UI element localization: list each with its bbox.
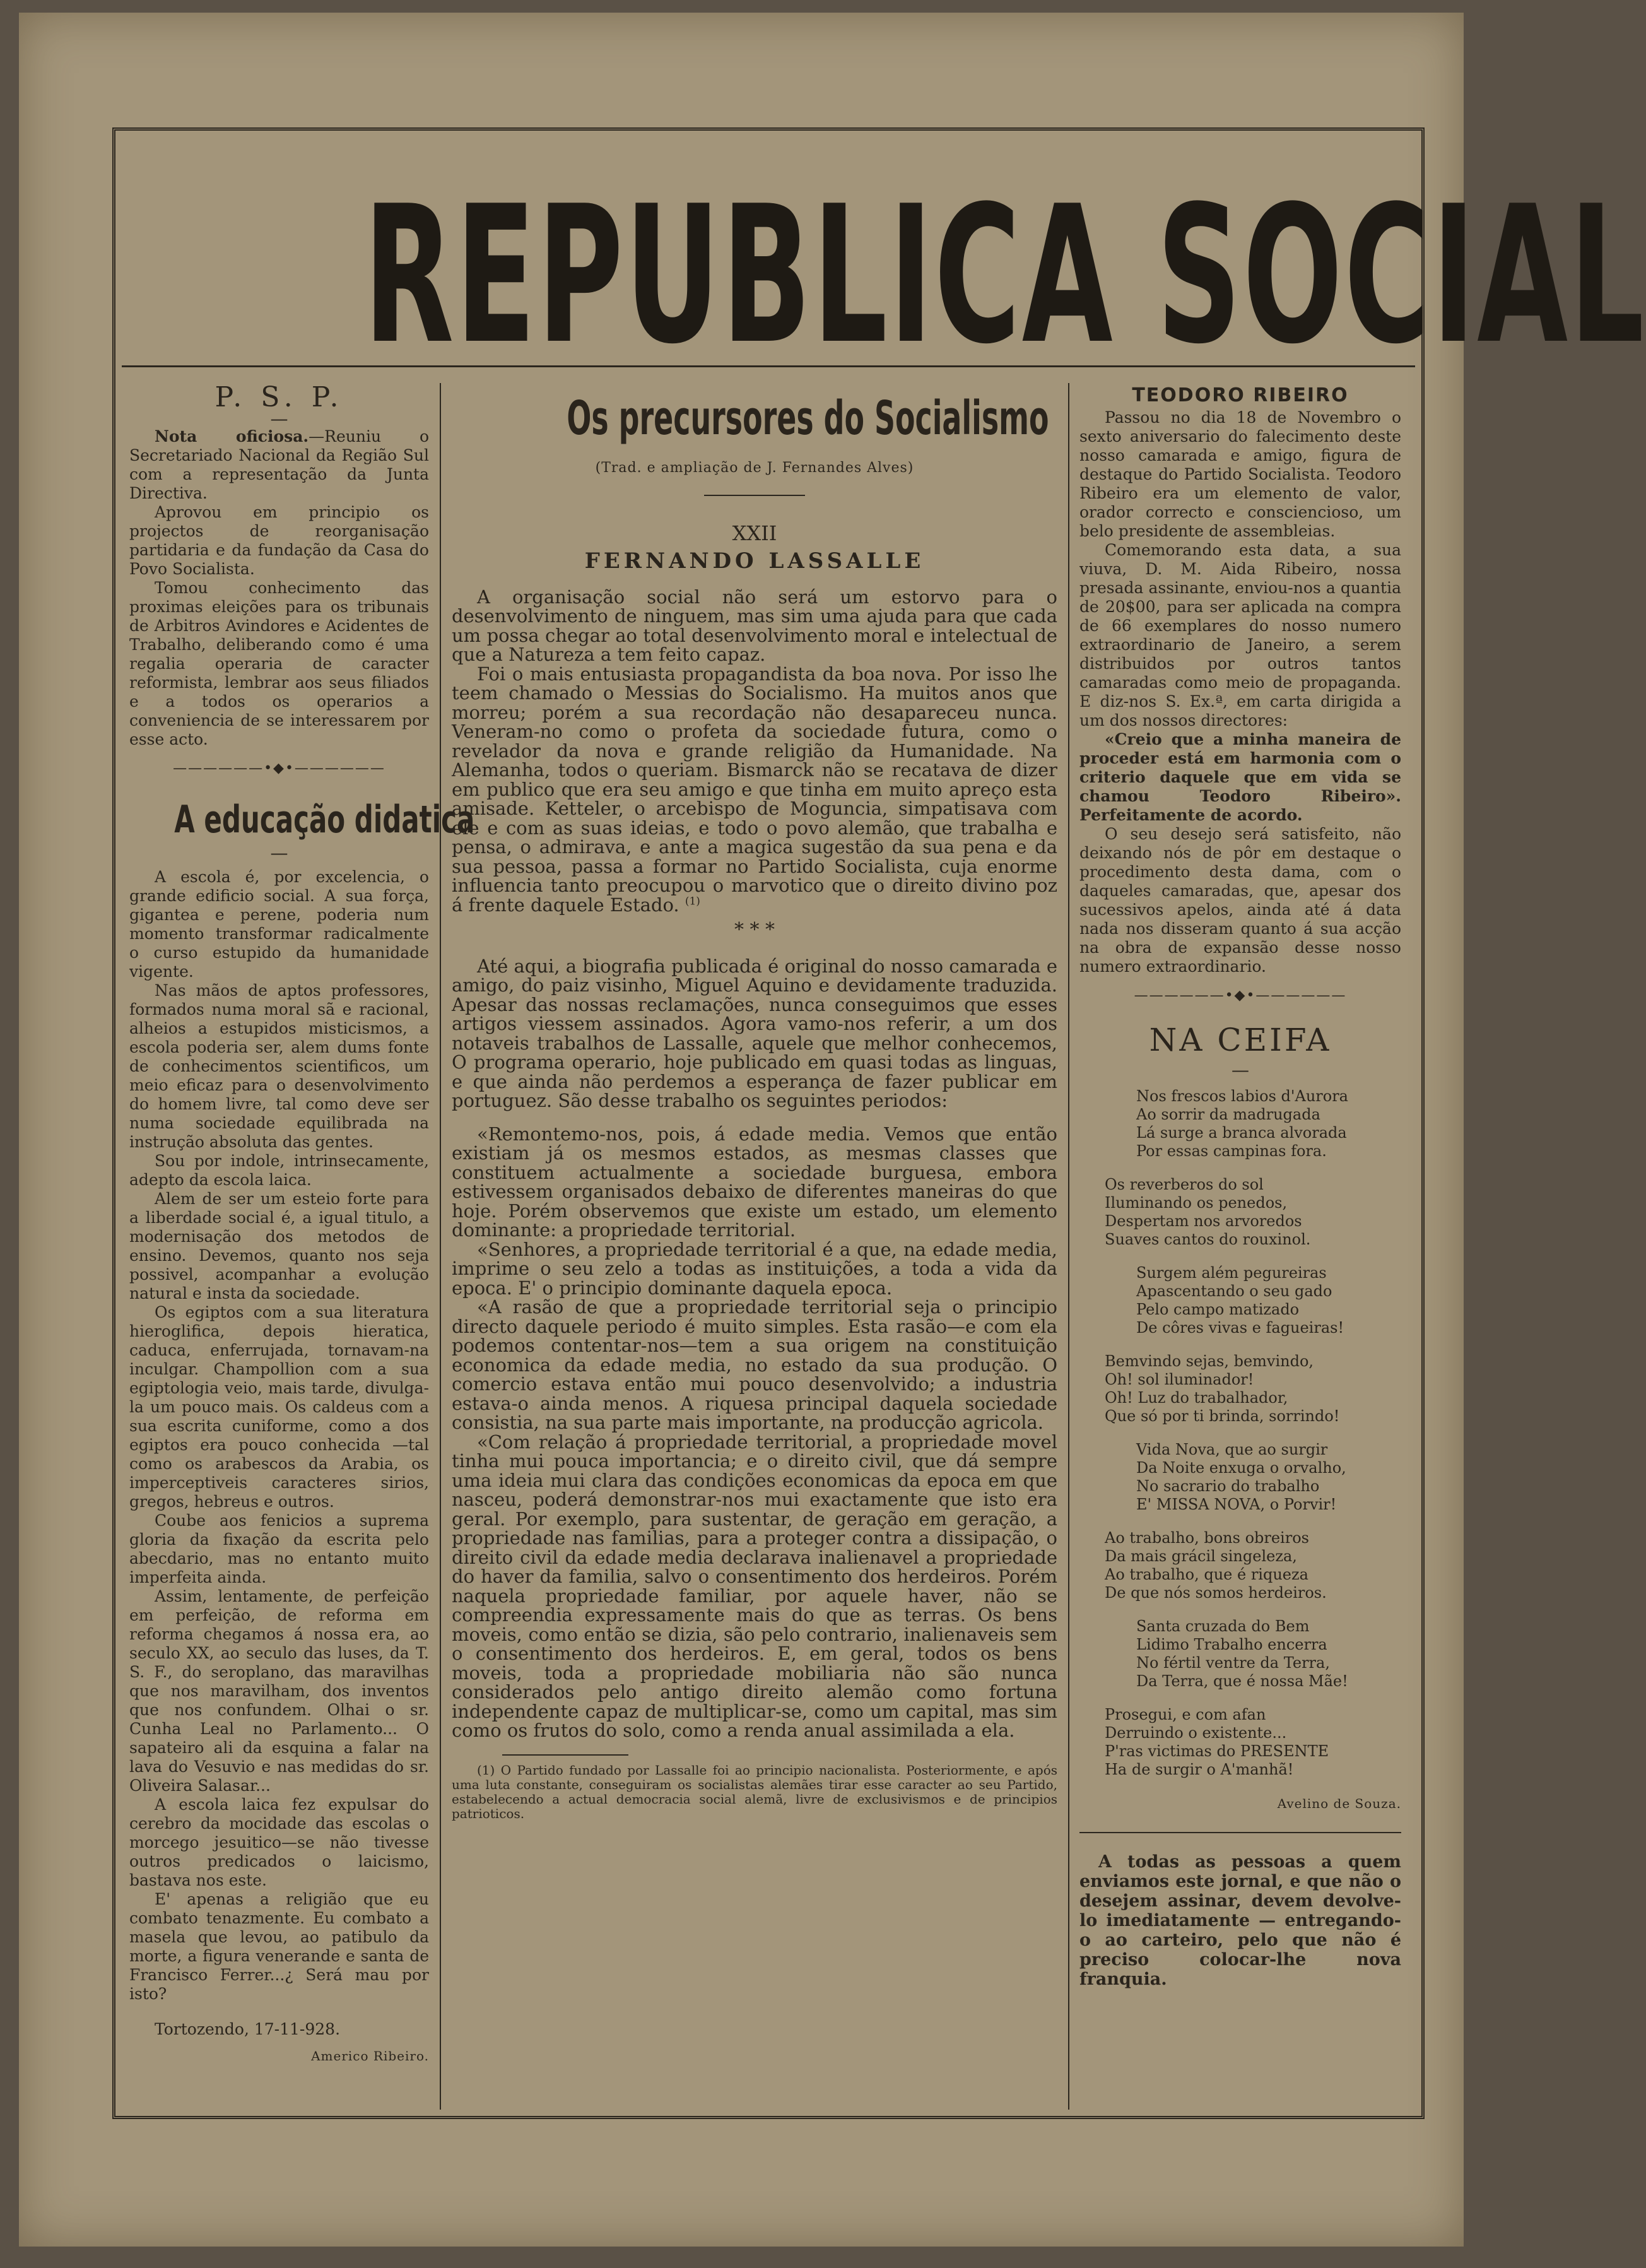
teodoro-quote: «Creio que a minha maneira de proceder está em harmonia com o criterio daquele que em vida se chamou Teodoro Ribeiro». Perfeitamente de acordo. (1079, 730, 1401, 824)
poem-stanza (1105, 1176, 1401, 1249)
page-frame (112, 127, 1646, 2119)
poem-line: Bemvindo sejas, bemvindo, (1105, 1352, 1314, 1370)
education-paragraph: A escola laica fez expulsar do cerebro da mocidade das escolas o morcego jesuitico—se não tivesse outros predicados o laicismo, bastava nos este. (129, 1795, 429, 1889)
poet-signature: Avelino de Souza. (1277, 1796, 1401, 1811)
party-heading: P. S. P. (215, 381, 344, 413)
poem-line: Oh! Luz do trabalhador, (1105, 1389, 1288, 1407)
poem-line: Da mais grácil singeleza, (1105, 1547, 1297, 1565)
newspaper-sheet (19, 13, 1646, 2247)
education-article-body (129, 868, 429, 2004)
section-stars: * * * (734, 919, 775, 941)
article-paragraph: A organisação social não será um estorvo para o desenvolvimento de ninguem, mas sim uma ajuda para que cada um possa chegar ao total desenvolvimento moral e intelectual de que a Natureza a tem feito capaz. (452, 586, 1057, 665)
article-quote-paragraph: «A rasão de que a propriedade territorial seja o principio directo daquele periodo é muito simples. Esta rasão—e com ela podemos contentar-nos—tem a sua origem na constituição economica da edade media, no estado da sua produção. O comercio estava então mui pouco desenvolvido; a industria estava-o ainda menos. A riquesa principal daquela sociedade consistia, na sua parte mais importante, na producção agricola. (452, 1296, 1057, 1433)
education-place-date: Tortozendo, 17-11-928. (155, 2020, 341, 2038)
poem-line: Lidimo Trabalho encerra (1136, 1636, 1327, 1653)
poem-line: No fértil ventre da Terra, (1136, 1654, 1330, 1672)
poem-line: No sacrario do trabalho (1136, 1477, 1320, 1495)
education-signature: Americo Ribeiro. (311, 2048, 429, 2064)
poem-line: Os reverberos do sol (1105, 1176, 1264, 1193)
translation-credit: (Trad. e ampliação de J. Fernandes Alves) (595, 460, 914, 476)
article-quote-paragraph: «Remontemo-nos, pois, á edade media. Vemos que então existiam já os mesmos estados, as mesmas classes que constituem actualmente a sociedade burguesa, embora estivessem organisados debaixo de diferentes maneiras do que hoje. Porém observemos que existe um estado, um elemento dominante: a propriedade territorial. (452, 1123, 1057, 1241)
poem-stanza (1136, 1087, 1401, 1161)
poem-stanza (1105, 1706, 1401, 1779)
official-note-paragraph (129, 427, 429, 503)
chapter-subject: FERNANDO LASSALLE (584, 548, 925, 574)
subscription-notice: A todas as pessoas a quem enviamos este jornal, e que não o desejem assinar, devem devolve-lo imediatamente — entregando-o ao carteiro, pelo que não é preciso colocar-lhe nova franquia. (1079, 1852, 1401, 1989)
poem-line: Da Terra, que é nossa Mãe! (1136, 1672, 1348, 1690)
poem-line: Vida Nova, que ao surgir (1136, 1441, 1328, 1458)
poem-line: Santa cruzada do Bem (1136, 1617, 1310, 1635)
poem-line: E' MISSA NOVA, o Porvir! (1136, 1496, 1337, 1513)
education-paragraph: Nas mãos de aptos professores, formados numa moral sã e racional, alheios a estupidos misticismos, a escola poderia ser, alem dums fonte de conhecimentos scientificos, um meio eficaz para o desenvolvimento do homem livre, tal como deve ser numa sociedade equilibrada na instrução absoluta das gentes. (129, 981, 429, 1151)
left-column (129, 381, 475, 2110)
poem-stanza (1136, 1264, 1401, 1337)
education-paragraph: Coube aos fenicios a suprema gloria da fixação da escrita pelo abecdario, mas no entanto muito imperfeita ainda. (129, 1511, 429, 1586)
official-note-text: —Reuniu o Secretariado Nacional da Região Sul com a representação da Junta Directiva. (129, 427, 429, 502)
dash-divider: — (1232, 1060, 1249, 1080)
poem-line: Pelo campo matizado (1136, 1301, 1300, 1318)
education-article-title: A educação didatica (174, 798, 475, 842)
official-note-paragraph-2: Aprovou em principio os projectos de reorganisação partidaria e da fundação da Casa do Povo Socialista. (129, 503, 429, 578)
ornament-divider: ——————•◆•—————— (1134, 988, 1347, 1003)
poem-line: Ao trabalho, que é riqueza (1105, 1566, 1308, 1583)
footnote-marker: (1) (685, 894, 700, 907)
masthead-rule (122, 365, 1415, 367)
poem-line: Oh! sol iluminador! (1105, 1371, 1254, 1388)
poem-line: Iluminando os penedos, (1105, 1194, 1288, 1212)
poem-line: Ha de surgir o A'manhã! (1105, 1761, 1294, 1778)
poem-stanza (1136, 1441, 1401, 1514)
poem-line: Prosegui, e com afan (1105, 1706, 1266, 1723)
teodoro-paragraph: Passou no dia 18 de Novembro o sexto aniversario do falecimento deste nosso camarada e amigo, figura de destaque do Partido Socialista. Teodoro Ribeiro era um elemento de valor, orador correcto e consciencioso, um belo presidente de assembleias. (1079, 408, 1401, 540)
article-paragraph (452, 664, 1057, 915)
poem-stanza (1105, 1529, 1401, 1602)
dash-divider: — (270, 842, 288, 863)
article-paragraph-text: Foi o mais entusiasta propagandista da boa nova. Por isso lhe teem chamado o Messias do Socialismo. Ha muitos anos que morreu; porém a sua recordação não desapareceu nunca. Veneram-no como o profeta da sociedade futura, como o revelador da nova e grande religião da Humanidade. Na Alemanha, todos o queriam. Bismarck não se recatava de dizer em publico que era seu amigo e que tinha em muito apreço esta amisade. Ketteler, o arcebispo de Moguncia, simpatisava com ele e com as suas ideias, e todo o povo alemão, que trabalha e pensa, o admirava, e ante a magica sugestão da sua pena e da sua pessoa, passa a formar no Partido Socialista, cuja enorme influencia tanto preocupou o marvotico que o direito divino poz á frente daquele Estado. (452, 663, 1057, 916)
section-rule (1079, 1832, 1401, 1833)
article-quote-paragraph: «Senhores, a propriedade territorial é a que, na edade media, imprime o seu zelo a todas as instituições, a toda a vida da epoca. E' o principio dominante daquela epoca. (452, 1238, 1057, 1299)
poem-line: Da Noite enxuga o orvalho, (1136, 1459, 1346, 1477)
teodoro-article-title: TEODORO RIBEIRO (1132, 384, 1349, 406)
masthead-title: REPUBLICA SOCIAL (363, 165, 1646, 386)
poem-line: P'ras victimas do PRESENTE (1105, 1742, 1329, 1760)
short-rule (704, 495, 805, 496)
poem-line: Despertam nos arvoredos (1105, 1212, 1302, 1230)
chapter-number: XXII (732, 521, 777, 545)
official-note-paragraph-3: Tomou conhecimento das proximas eleições para os tribunais de Arbitros Avindores e Acidentes de Trabalho, deliberando como é uma regalia operaria de caracter reformista, lembrar aos seus filiados e a todos os operarios a conveniencia de se interessarem por esse acto. (129, 579, 429, 748)
education-paragraph: Sou por indole, intrinsecamente, adepto da escola laica. (129, 1152, 429, 1189)
poem-body (1079, 1087, 1401, 1779)
poem-line: Por essas campinas fora. (1136, 1142, 1327, 1160)
poem-title: NA CEIFA (1149, 1022, 1332, 1058)
footnote-rule (502, 1754, 628, 1756)
poem-line: Nos frescos labios d'Aurora (1136, 1087, 1348, 1105)
article-quote-paragraph: «Com relação á propriedade territorial, a propriedade movel tinha mui pouca importancia; e o direito civil, que dá sempre uma ideia mui clara das condições economicas da epoca em que nasceu, poderá demonstrar-nos mui exactamente que isto era geral. Por exemplo, para sustentar, de geração em geração, a propriedade nas familias, para a proteger contra a dissipação, o direito civil da edade media declarava inalienavel a propriedade do haver da familia, salvo o consentimento dos herdeiros. Porém naquela propriedade familiar, por aquele haver, não se compreendia expressamente mais do que as terras. Os bens moveis, como então se dizia, são pelo contrario, inalienaveis sem o consentimento dos herdeiros. E, em geral, todos os bens moveis, toda a propriedade mobiliaria não são nunca considerados pelo antigo direito alemão como fortuna independente capaz de multiplicar-se, como um capital, mas sim como os frutos do solo, como a renda anual assimilada a ela. (452, 1431, 1057, 1741)
poem-line: Derruindo o existente... (1105, 1724, 1287, 1742)
article-paragraph: Até aqui, a biografia publicada é original do nosso camarada e amigo, do paiz visinho, Miguel Aquino e devidamente traduzida. Apesar das nossas reclamações, nunca conseguimos que esses artigos viessem assinados. Agora vamo-nos referir, a um dos notaveis trabalhos de Lassalle, aquele que melhor conhecemos, O programa operario, hoje publicado em quasi todas as linguas, e que ainda não perdemos a esperança de fazer publicar em portuguez. São desse trabalho os seguintes periodos: (452, 955, 1057, 1111)
education-paragraph: Assim, lentamente, de perfeição em perfeição, de reforma em reforma chegamos á nossa era, ao seculo XX, ao seculo das luses, da T. S. F., do seroplano, das maravilhas que nos maravilham, dos inventos que nos confundem. Olhai o sr. Cunha Leal no Parlamento... O sapateiro ali da esquina a falar na lava do Vesuvio e nas medidas do sr. Oliveira Salasar... (129, 1587, 429, 1795)
column-rule-right (1068, 383, 1069, 2110)
poem-line: Surgem além pegureiras (1136, 1264, 1327, 1282)
education-paragraph: Os egiptos com a sua literatura hieroglifica, depois hieratica, caduca, enferrujada, tornavam-na inculgar. Champollion com a sua egiptologia veio, mais tarde, divulga-la um pouco mais. Os caldeus com a sua escrita cuniforme, como a dos egiptos era pouco conhecida —tal como os arabescos da Arabia, os imperceptiveis caracteres sirios, gregos, hebreus e outros. (129, 1303, 429, 1511)
right-column (1079, 383, 1401, 2110)
dash-divider: — (270, 408, 288, 429)
poem-line: De que nós somos herdeiros. (1105, 1584, 1327, 1602)
teodoro-paragraph: O seu desejo será satisfeito, não deixando nós de pôr em destaque o procedimento desta dama, com o daqueles camaradas, que, apesar dos sucessivos apelos, ainda até á data nada nos disseram quanto á sua acção na obra de expansão desse nosso numero extraordinario. (1079, 825, 1401, 976)
precursors-article-title: Os precursores do Socialismo (567, 391, 1049, 446)
education-paragraph: E' apenas a religião que eu combato tenazmente. Eu combato a masela que levou, ao patibulo da morte, a figura venerande e santa de Francisco Ferrer...¿ Será mau por isto? (129, 1890, 429, 2003)
official-note-label: Nota oficiosa. (155, 427, 309, 446)
poem-line: Que só por ti brinda, sorrindo! (1105, 1407, 1340, 1425)
column-rule-left (440, 383, 441, 2110)
ornament-divider: ——————•◆•—————— (173, 760, 385, 776)
education-paragraph: Alem de ser um esteio forte para a liberdade social é, a igual titulo, a modernisação dos metodos de ensino. Devemos, quanto nos seja possivel, acompanhar a evolução natural e insta da sociedade. (129, 1190, 429, 1302)
poem-line: Suaves cantos do rouxinol. (1105, 1231, 1311, 1248)
poem-line: Apascentando o seu gado (1136, 1282, 1332, 1300)
middle-column (452, 383, 1057, 2110)
poem-line: Ao sorrir da madrugada (1136, 1106, 1320, 1123)
poem-line: De côres vivas e fagueiras! (1136, 1319, 1344, 1337)
poem-line: Ao trabalho, bons obreiros (1105, 1529, 1309, 1547)
footnote-text: (1) O Partido fundado por Lassalle foi ao principio nacionalista. Posteriormente, e após uma luta constante, conseguiram os socialistas alemães tirar esse caracter ao seu Partido, estabelecendo a actual democracia social alemã, livre de exclusivismos e de principios patrioticos. (452, 1762, 1057, 1821)
poem-stanza (1136, 1617, 1401, 1691)
poem-line: Lá surge a branca alvorada (1136, 1124, 1347, 1142)
teodoro-paragraph: Comemorando esta data, a sua viuva, D. M. Aida Ribeiro, nossa presada assinante, enviou-nos a quantia de 20$00, para ser aplicada na compra de 66 exemplares do nosso numero extraordinario de Janeiro, a serem distribuidos por outros tantos camaradas como meio de propaganda. E diz-nos S. Ex.ª, em carta dirigida a um dos nossos directores: (1079, 541, 1401, 729)
poem-stanza (1105, 1352, 1401, 1426)
education-paragraph: A escola é, por excelencia, o grande edificio social. A sua força, gigantea e perene, poderia num momento transformar radicalmente o curso estupido da humanidade vigente. (129, 868, 429, 981)
